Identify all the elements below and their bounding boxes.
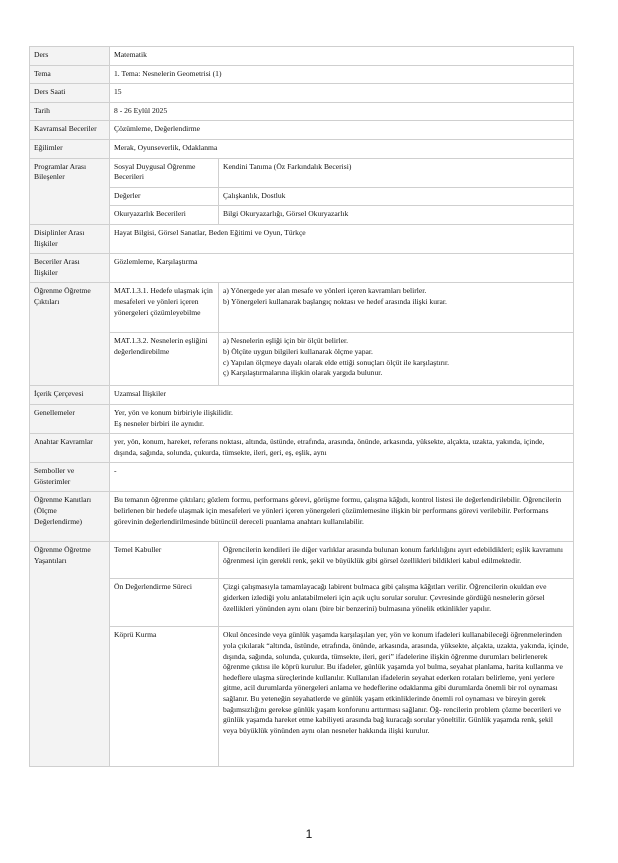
row-beceriler-arasi — [30, 254, 574, 283]
outcome-points — [219, 333, 574, 386]
label-semboller: Semboller ve Gösterimler — [30, 463, 110, 492]
outcome-point: b) Ölçüte uygun bilgileri kullanarak ölçme yapar. — [223, 346, 373, 356]
row-programlar-arasi — [30, 187, 574, 206]
outcome-points — [219, 283, 574, 333]
outcome-code: MAT.1.3.2. Nesnelerin eşliğini değerlendirebilme — [110, 333, 219, 386]
label-tema: Tema — [30, 65, 110, 84]
value-genellemeler — [110, 404, 574, 433]
row-anahtar-kavramlar — [30, 434, 574, 463]
label-ogrenme-ciktilari: Öğrenme Öğretme Çıktıları — [30, 283, 110, 386]
row-ogrenme-ciktilari — [30, 283, 574, 333]
experience-name: Köprü Kurma — [110, 627, 219, 767]
label-egilimler: Eğilimler — [30, 139, 110, 158]
value-beceriler-arasi: Gözlemleme, Karşılaştırma — [110, 254, 574, 283]
row-ogrenme-yasantilari — [30, 542, 574, 579]
row-ders-saati — [30, 84, 574, 103]
row-kavramsal-beceriler — [30, 121, 574, 140]
row-ogrenme-yasantilari — [30, 627, 574, 767]
outcome-code: MAT.1.3.1. Hedefe ulaşmak için mesafeleri ve yönleri içeren yönergeleri çözümleyebilme — [110, 283, 219, 333]
value-ogrenme-kanitlari: Bu temanın öğrenme çıktıları; gözlem formu, performans görevi, görüşme formu, çalışma kâğıdı, kontrol listesi ile değerlendirilebilir. Öğrencilerin belirlenen bir hedefe ulaşmak için mesafeleri ve yönleri içeren yönergeleri çözümlemesine ilişkin bir performans görevi verilebilir. Performans görevinin değerlendirilmesinde bütüncül dereceli puanlama anahtarı kullanılabilir. — [110, 492, 574, 542]
label-icerik-cercevesi: İçerik Çerçevesi — [30, 386, 110, 405]
label-ders-saati: Ders Saati — [30, 84, 110, 103]
outcome-point: ç) Karşılaştırmalarına ilişkin olarak yargıda bulunur. — [223, 368, 383, 378]
row-icerik-cercevesi — [30, 386, 574, 405]
label-beceriler-arasi: Beceriler Arası İlişkiler — [30, 254, 110, 283]
label-ders: Ders — [30, 47, 110, 66]
value-semboller: - — [110, 463, 574, 492]
label-genellemeler: Genellemeler — [30, 404, 110, 433]
page-number: 1 — [305, 827, 313, 841]
value-disiplinler-arasi: Hayat Bilgisi, Görsel Sanatlar, Beden Eğitimi ve Oyun, Türkçe — [110, 224, 574, 253]
row-ogrenme-yasantilari — [30, 579, 574, 627]
row-disiplinler-arasi — [30, 224, 574, 253]
value-kavramsal-beceriler: Çözümleme, Değerlendirme — [110, 121, 574, 140]
experience-text: Okul öncesinde veya günlük yaşamda karşılaşılan yer, yön ve konum ifadeleri kullanabileceği öğrenmelerinden yola çıkılarak “altında, üstünde, etrafında, önünde, arkasında, arasında, yüksekte, alçakta, uzakta, yakında, içinde, dışında, sağında, solunda, çukurda, tümsekte, ileri, geri” ifadelerine ilişkin öğrenme durumları belirlenerek öğrenme çıktısı ile köprü kurulur. Bu ifadeler, günlük yaşamda yol bulma, seyahat planlama, harita kullanma ve hedeflere ulaşma süreçlerinde kullanılır. Kullanılan ifadelerin seyahat ederken rotaları belirleme, yeni yerlere gitme, acil durumlarda yönergeleri anlama ve hedeflerine odaklanma gibi durumlarda önemli bir rol oynaması sağlanır. Bu yeteneğin seyahatlerde ve günlük yaşam etkinliklerinde önemli rol oynaması ve bireyin gerek bağımsızlığını gerekse günlük yaşam konforunu arttırması sağlanır. Öğ- rencilerin problem çözme becerileri ve günlük yaşamda hareket etme kabiliyeti arasında bağ kuracağı sorular yöneltilir. Günlük yaşamda renk, şekil veya büyüklük yönünden aynı olan nesneler hakkında ilişki kurulur. — [219, 627, 574, 767]
row-tema — [30, 65, 574, 84]
component-value: Çalışkanlık, Dostluk — [219, 187, 574, 206]
value-anahtar-kavramlar: yer, yön, konum, hareket, referans noktası, altında, üstünde, etrafında, arasında, önünde, arkasında, yüksekte, alçakta, uzakta, yakında, içinde, dışında, sağında, solunda, çukurda, tümsekte, ileri, geri, eş, eşlik, aynı — [110, 434, 574, 463]
component-name: Okuryazarlık Becerileri — [110, 206, 219, 225]
value-ders: Matematik — [110, 47, 574, 66]
outcome-point: b) Yönergeleri kullanarak başlangıç noktası ve hedef arasında ilişki kurar. — [223, 296, 447, 306]
row-genellemeler — [30, 404, 574, 433]
value-egilimler: Merak, Oyunseverlik, Odaklanma — [110, 139, 574, 158]
value-ders-saati: 15 — [110, 84, 574, 103]
generalization-line: Eş nesneler birbiri ile aynıdır. — [114, 418, 205, 428]
label-ogrenme-kanitlari: Öğrenme Kanıtları (Ölçme Değerlendirme) — [30, 492, 110, 542]
value-tarih: 8 - 26 Eylül 2025 — [110, 102, 574, 121]
outcome-point: a) Nesnelerin eşliği için bir ölçüt belirler. — [223, 336, 349, 346]
row-semboller — [30, 463, 574, 492]
row-ogrenme-ciktilari — [30, 333, 574, 386]
generalization-line: Yer, yön ve konum birbiriyle ilişkilidir. — [114, 407, 233, 417]
outcome-point: c) Yapılan ölçmeye dayalı olarak elde ettiği sonuçları ölçüt ile karşılaştırır. — [223, 357, 450, 367]
experience-text: Çizgi çalışmasıyla tamamlayacağı labirent bulmaca gibi çalışma kâğıtları verilir. Öğrencilerin okuldan eve giderken izlediği yolu anlatabilmeleri için açık uçlu sorular sorulur. Çevresinde gördüğü nesnelerin görsel özellikleri yönünden aynı olanı (bire bir benzerini) bulmasına yönelik etkinlikler yapılır. — [219, 579, 574, 627]
label-ogrenme-yasantilari: Öğrenme Öğretme Yaşantıları — [30, 542, 110, 767]
lesson-plan-table — [29, 46, 574, 767]
component-name: Sosyal Duygusal Öğrenme Becerileri — [110, 158, 219, 187]
row-ders — [30, 47, 574, 66]
label-disiplinler-arasi: Disiplinler Arası İlişkiler — [30, 224, 110, 253]
experience-text: Öğrencilerin kendileri ile diğer varlıklar arasında bulunan konum farklılığını ayırt edebildikleri; eşlik kavramını öğrenmesi için gerekli renk, şekil ve büyüklük gibi görsel özellikleri bildikleri kabul edilmektedir. — [219, 542, 574, 579]
row-ogrenme-kanitlari — [30, 492, 574, 542]
value-icerik-cercevesi: Uzamsal İlişkiler — [110, 386, 574, 405]
row-programlar-arasi — [30, 158, 574, 187]
outcome-point: a) Yönergede yer alan mesafe ve yönleri içeren kavramları belirler. — [223, 286, 427, 296]
label-anahtar-kavramlar: Anahtar Kavramlar — [30, 434, 110, 463]
component-name: Değerler — [110, 187, 219, 206]
component-value: Bilgi Okuryazarlığı, Görsel Okuryazarlık — [219, 206, 574, 225]
experience-name: Ön Değerlendirme Süreci — [110, 579, 219, 627]
label-kavramsal-beceriler: Kavramsal Beceriler — [30, 121, 110, 140]
label-programlar-arasi: Programlar Arası Bileşenler — [30, 158, 110, 224]
value-tema: 1. Tema: Nesnelerin Geometrisi (1) — [110, 65, 574, 84]
row-egilimler — [30, 139, 574, 158]
row-tarih — [30, 102, 574, 121]
experience-name: Temel Kabuller — [110, 542, 219, 579]
component-value: Kendini Tanıma (Öz Farkındalık Becerisi) — [219, 158, 574, 187]
label-tarih: Tarih — [30, 102, 110, 121]
row-programlar-arasi — [30, 206, 574, 225]
